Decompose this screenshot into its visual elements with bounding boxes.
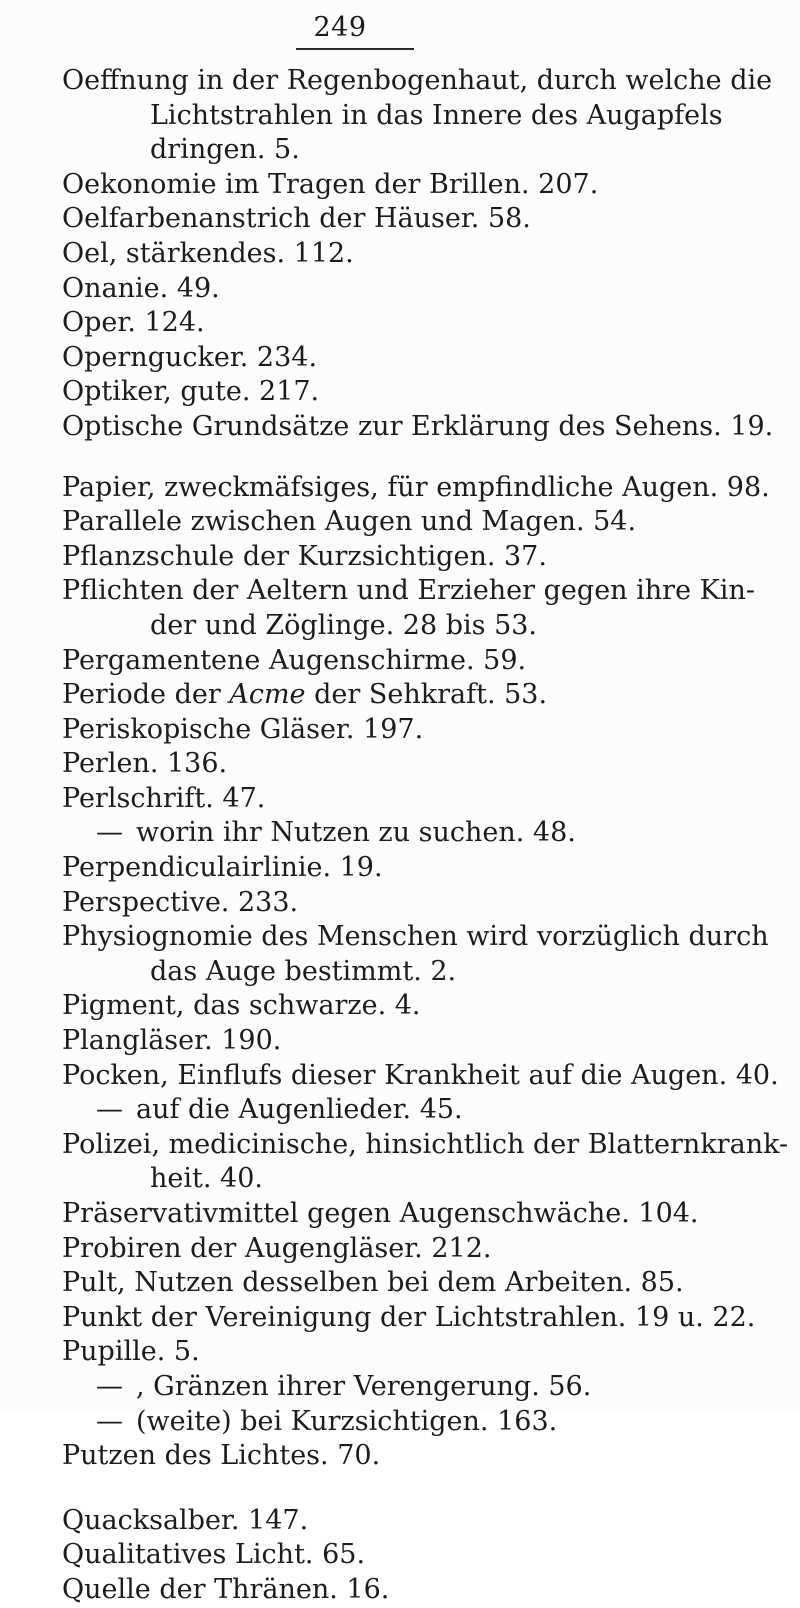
index-entry: Pocken, Einflufs dieser Krankheit auf die Augen. 40. <box>62 1059 779 1091</box>
entry-text: auf die Augenlieder. 45. <box>136 1094 463 1126</box>
entry-text: Periode der <box>62 679 230 711</box>
index-entry-continuation: heit. 40. <box>150 1163 263 1195</box>
index-entry: Probiren der Augengläser. 212. <box>62 1232 492 1264</box>
entry-text: (weite) bei Kurzsichtigen. 163. <box>136 1405 558 1437</box>
index-entry-continuation: das Auge bestimmt. 2. <box>150 955 457 987</box>
index-entry: Quacksalber. 147. <box>62 1504 309 1536</box>
index-entry: Operngucker. 234. <box>62 341 318 373</box>
index-entry: Physiognomie des Menschen wird vorzüglich durch <box>62 921 769 953</box>
index-entry: Papier, zweckmäfsiges, für empfindliche Augen. 98. <box>62 471 770 503</box>
index-entry: Pergamentene Augenschirme. 59. <box>62 644 527 676</box>
index-entry: Oelfarbenanstrich der Häuser. 58. <box>62 203 531 235</box>
page-number-rule <box>296 48 414 50</box>
index-entry-continuation: Lichtstrahlen in das Innere des Augapfels <box>150 99 723 131</box>
ditto-dash: — <box>96 1370 123 1402</box>
index-entry: Perpendiculairlinie. 19. <box>62 852 383 884</box>
index-subentry <box>62 1370 774 1405</box>
entry-text: , Gränzen ihrer Verengerung. 56. <box>136 1370 592 1402</box>
index-entry: Pflichten der Aeltern und Erzieher gegen ihre Kin- <box>62 575 755 607</box>
ditto-dash: — <box>96 1094 123 1126</box>
index-entry-continuation: dringen. 5. <box>150 134 300 166</box>
index-entry: Polizei, medicinische, hinsichtlich der Blatternkrank- <box>62 1128 789 1160</box>
index-entry: Oeffnung in der Regenbogenhaut, durch welche die <box>62 65 773 96</box>
index-entry: Optische Grundsätze zur Erklärung des Sehens. 19. <box>62 410 774 442</box>
index-subentry <box>62 1405 774 1440</box>
index-entry: Präservativmittel gegen Augenschwäche. 104. <box>62 1198 699 1229</box>
ditto-dash: — <box>96 1405 123 1437</box>
index-entry: Onanie. 49. <box>62 272 220 304</box>
index-entry: Optiker, gute. 217. <box>62 376 320 408</box>
index-entry-continuation: der und Zöglinge. 28 bis 53. <box>150 609 538 641</box>
entry-italic-term: Acme <box>229 679 306 711</box>
index-entry: Oper. 124. <box>62 307 205 339</box>
index-list <box>62 64 789 1608</box>
index-entry: Parallele zwischen Augen und Magen. 54. <box>62 506 637 538</box>
index-entry: Perspective. 233. <box>62 886 299 918</box>
index-entry: Pupille. 5. <box>62 1336 200 1368</box>
index-entry: Pflanzschule der Kurzsichtigen. 37. <box>62 540 547 572</box>
index-entry: Pult, Nutzen desselben bei dem Arbeiten. 85. <box>62 1267 684 1299</box>
index-subentry <box>62 816 774 851</box>
index-entry: Qualitatives Licht. 65. <box>62 1539 366 1571</box>
index-entry: Perlschrift. 47. <box>62 782 266 814</box>
page-number: 249 <box>313 12 367 43</box>
index-subentry <box>62 1093 774 1128</box>
index-entry: Punkt der Vereinigung der Lichtstrahlen. 19 u. 22. <box>62 1301 756 1333</box>
entry-text: worin ihr Nutzen zu suchen. 48. <box>136 817 576 849</box>
index-entry: Oekonomie im Tragen der Brillen. 207. <box>62 168 599 200</box>
index-entry: Oel, stärkendes. 112. <box>62 237 354 269</box>
index-entry: Putzen des Lichtes. 70. <box>62 1440 381 1472</box>
index-entry: Quelle der Thränen. 16. <box>62 1573 390 1605</box>
index-entry: Plangläser. 190. <box>62 1025 282 1057</box>
index-entry: Periskopische Gläser. 197. <box>62 713 424 745</box>
index-entry: Pigment, das schwarze. 4. <box>62 990 421 1022</box>
index-entry: Perlen. 136. <box>62 748 228 780</box>
index-entry <box>62 678 774 713</box>
ditto-dash: — <box>96 817 123 849</box>
entry-text: der Sehkraft. 53. <box>305 679 548 711</box>
